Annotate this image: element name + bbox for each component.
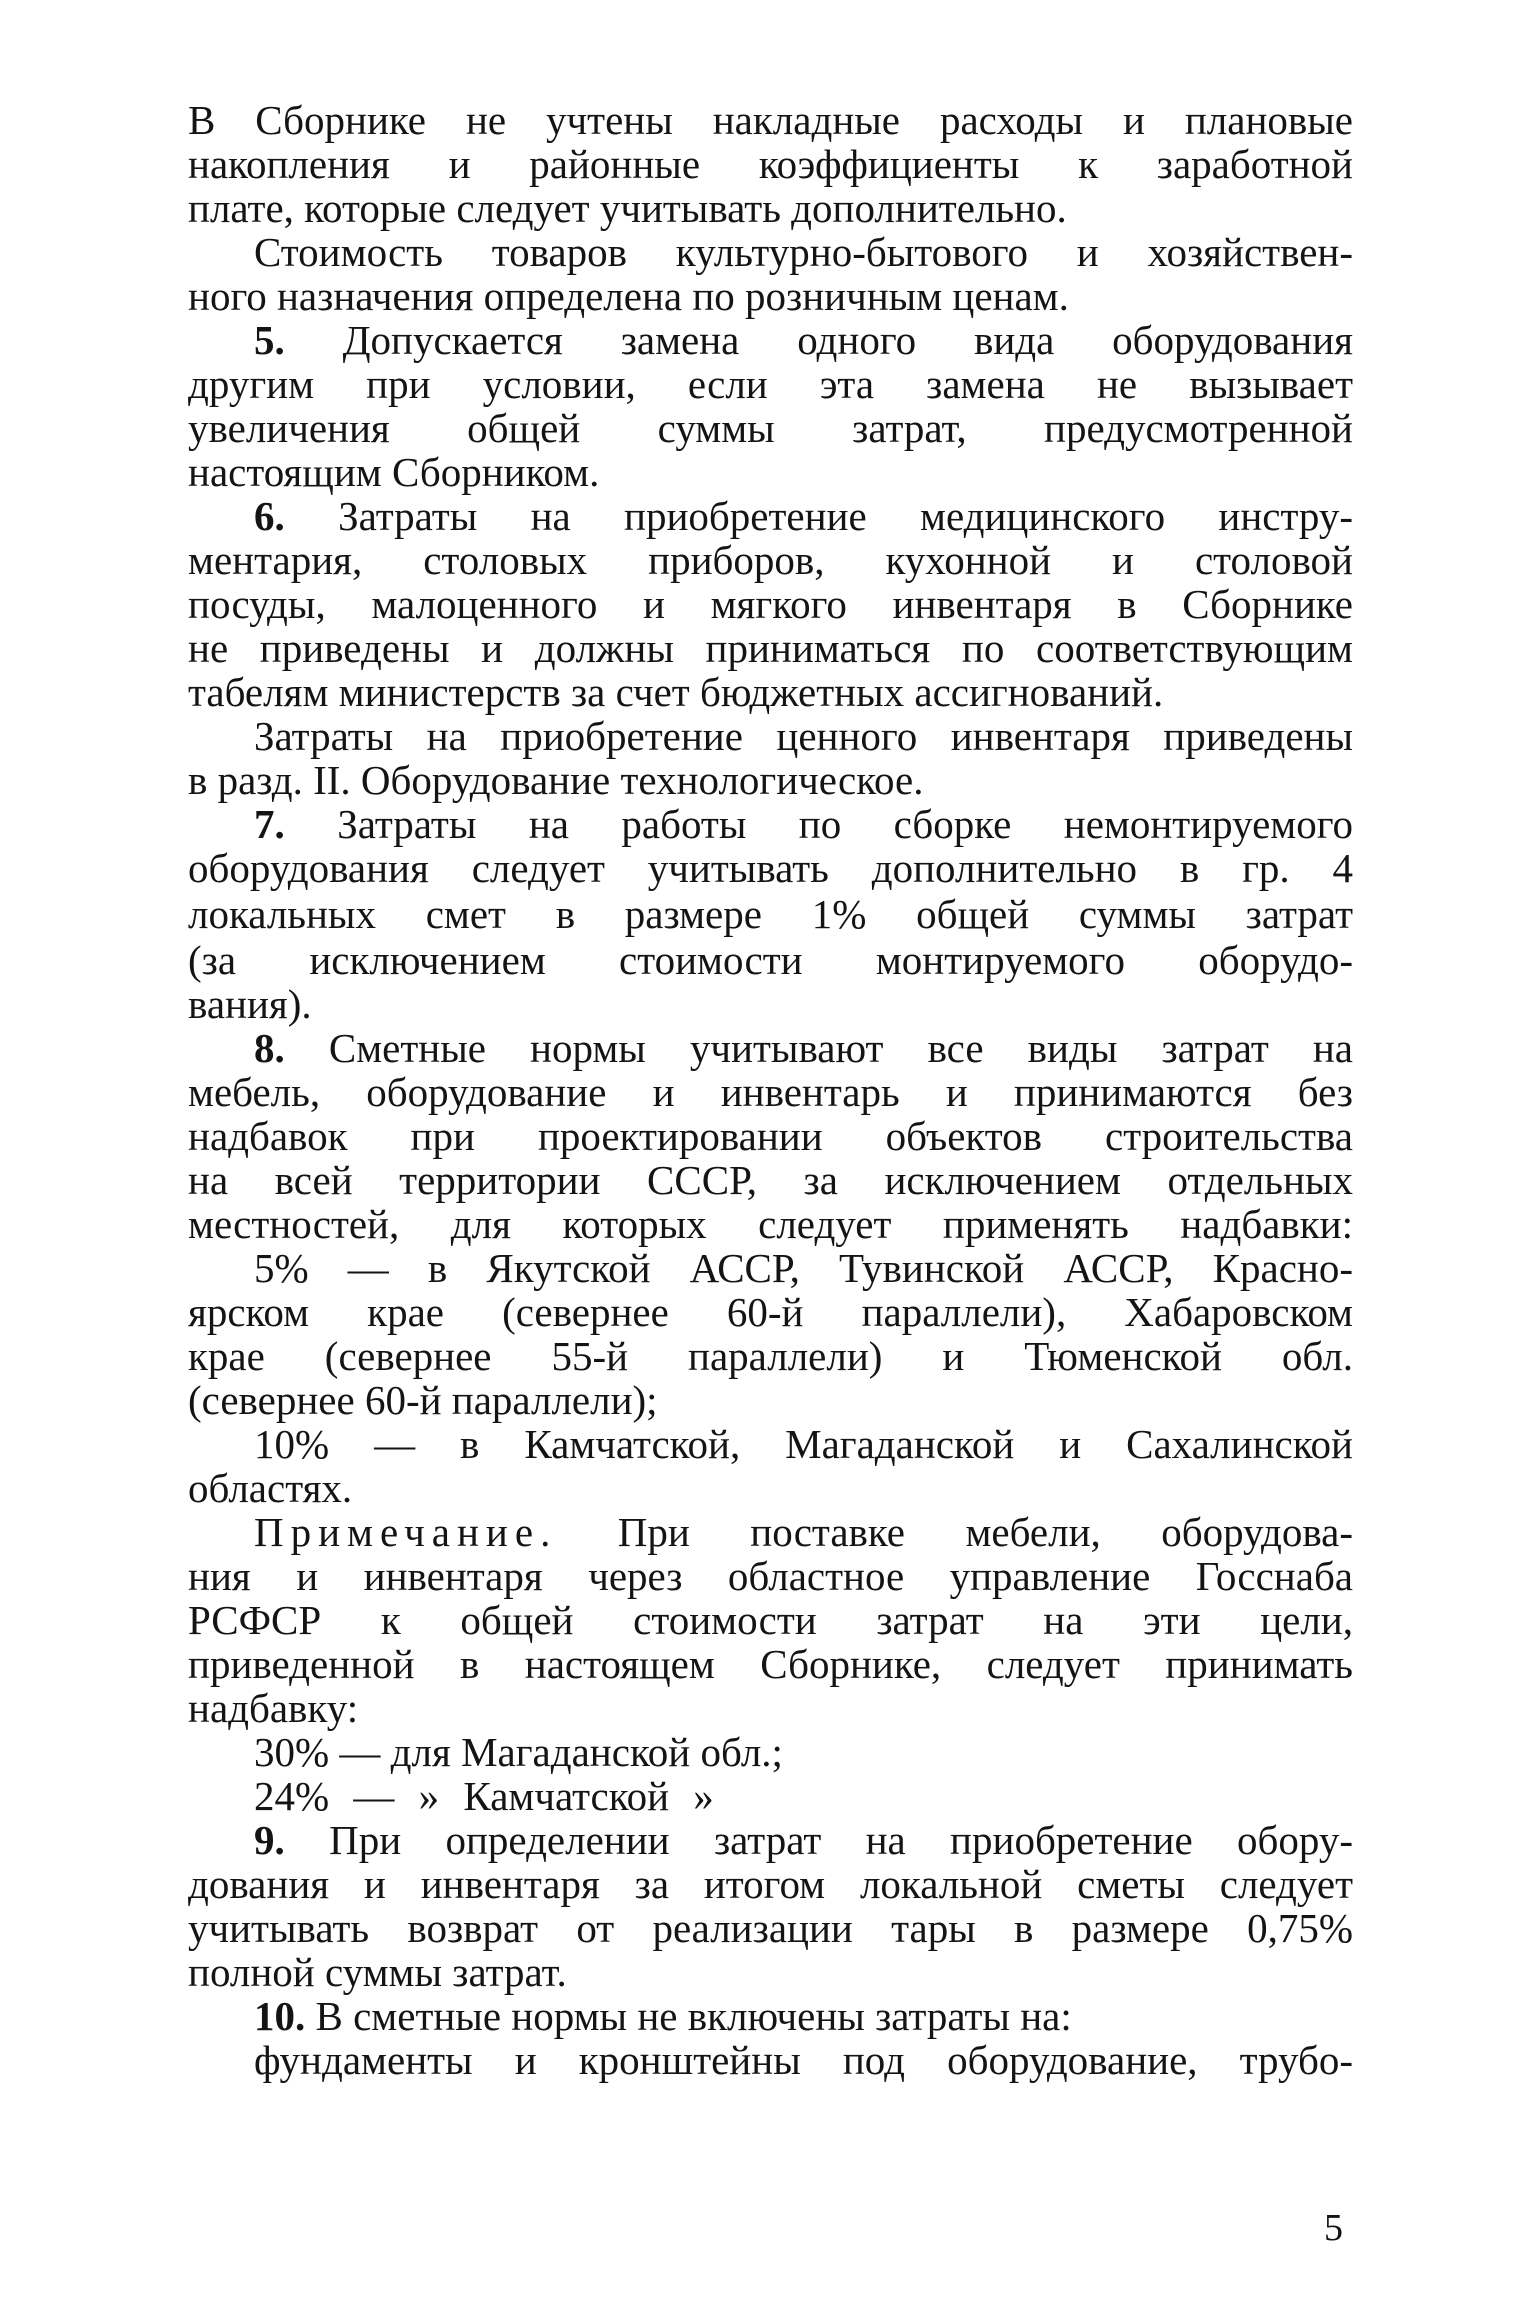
text-line: местностей, для которых следует применять надбавки: [188, 1201, 1353, 1247]
text-line: настоящим Сборником. [188, 449, 600, 495]
text-line: Допускается замена одного вида оборудования [342, 317, 1353, 363]
text-line: ния и инвентаря через областное управление Госснаба [188, 1553, 1353, 1599]
text-line: (севернее 60-й параллели); [188, 1377, 658, 1423]
text-line: приведенной в настоящем Сборнике, следует принимать [188, 1641, 1353, 1687]
text-line: Сметные нормы учитывают все виды затрат на [328, 1025, 1354, 1071]
text-line: посуды, малоценного и мягкого инвентаря в Сборнике [188, 581, 1353, 627]
item-number: 5. [254, 317, 285, 363]
text-line: Затраты на работы по сборке немонтируемого [337, 801, 1354, 847]
text-line: оборудования следует учитывать дополнительно в гр. 4 [188, 845, 1353, 891]
text-line: ярском крае (севернее 60-й параллели), Хабаровском [188, 1289, 1353, 1335]
text-line: другим при условии, если эта замена не вызывает [188, 361, 1353, 407]
text-line: полной суммы затрат. [188, 1949, 567, 1995]
text-line: учитывать возврат от реализации тары в размере 0,75% [188, 1905, 1353, 1951]
item-5-first-line [254, 318, 1353, 362]
text-line: При поставке мебели, оборудова- [557, 1509, 1353, 1555]
text-line: в разд. II. Оборудование технологическое. [188, 757, 924, 803]
item-10-first-line [254, 1994, 1353, 2038]
text-line: ного назначения определена по розничным ценам. [188, 273, 1069, 319]
text-line: ментария, столовых приборов, кухонной и столовой [188, 537, 1353, 583]
item-8-first-line [254, 1026, 1353, 1070]
page-number: 5 [1324, 2207, 1343, 2249]
text-line: (за исключением стоимости монтируемого оборудо- [188, 937, 1353, 983]
note-label: Примечание. [254, 1509, 558, 1555]
text-line: локальных смет в размере 1% общей суммы затрат [188, 891, 1353, 937]
text-line: мебель, оборудование и инвентарь и принимаются без [188, 1069, 1353, 1115]
text-line: не приведены и должны приниматься по соответствующим [188, 625, 1353, 671]
text-line: РСФСР к общей стоимости затрат на эти цели, [188, 1597, 1353, 1643]
text-line: крае (севернее 55-й параллели) и Тюменской обл. [188, 1333, 1353, 1379]
text-line: Стоимость товаров культурно-бытового и хозяйствен- [254, 229, 1353, 275]
text-line: В сметные нормы не включены затраты на: [315, 1993, 1072, 2039]
text-line: вания). [188, 981, 312, 1027]
text-line: 5% — в Якутской АССР, Тувинской АССР, Красно- [254, 1245, 1353, 1291]
text-line: на всей территории СССР, за исключением отдельных [188, 1157, 1353, 1203]
text-line: областях. [188, 1465, 353, 1511]
item-number: 8. [254, 1025, 285, 1071]
text-line: фундаменты и кронштейны под оборудование, трубо- [254, 2037, 1353, 2083]
text-line: надбавок при проектировании объектов строительства [188, 1113, 1353, 1159]
item-6-first-line [254, 494, 1353, 538]
item-number: 6. [254, 493, 285, 539]
text-line: При определении затрат на приобретение обору- [329, 1817, 1354, 1863]
text-line: увеличения общей суммы затрат, предусмотренной [188, 405, 1353, 451]
item-number: 10. [254, 1993, 306, 2039]
item-number: 9. [254, 1817, 285, 1863]
text-line: накопления и районные коэффициенты к заработной [188, 141, 1353, 187]
item-number: 7. [254, 801, 285, 847]
text-line: 30% — для Магаданской обл.; [254, 1729, 783, 1775]
item-7-first-line [254, 802, 1353, 846]
note-first-line [254, 1510, 1353, 1554]
item-9-first-line [254, 1818, 1353, 1862]
text-line: 10% — в Камчатской, Магаданской и Сахалинской [254, 1421, 1353, 1467]
text-line: В Сборнике не учтены накладные расходы и плановые [188, 97, 1353, 143]
text-line: надбавку: [188, 1685, 359, 1731]
text-line: Затраты на приобретение ценного инвентаря приведены [254, 713, 1353, 759]
text-line: табелям министерств за счет бюджетных ассигнований. [188, 669, 1164, 715]
text-line: дования и инвентаря за итогом локальной сметы следует [188, 1861, 1353, 1907]
text-line: Затраты на приобретение медицинского инстру- [338, 493, 1353, 539]
text-line: 24% — » Камчатской » [254, 1773, 714, 1819]
text-line: плате, которые следует учитывать дополнительно. [188, 185, 1067, 231]
